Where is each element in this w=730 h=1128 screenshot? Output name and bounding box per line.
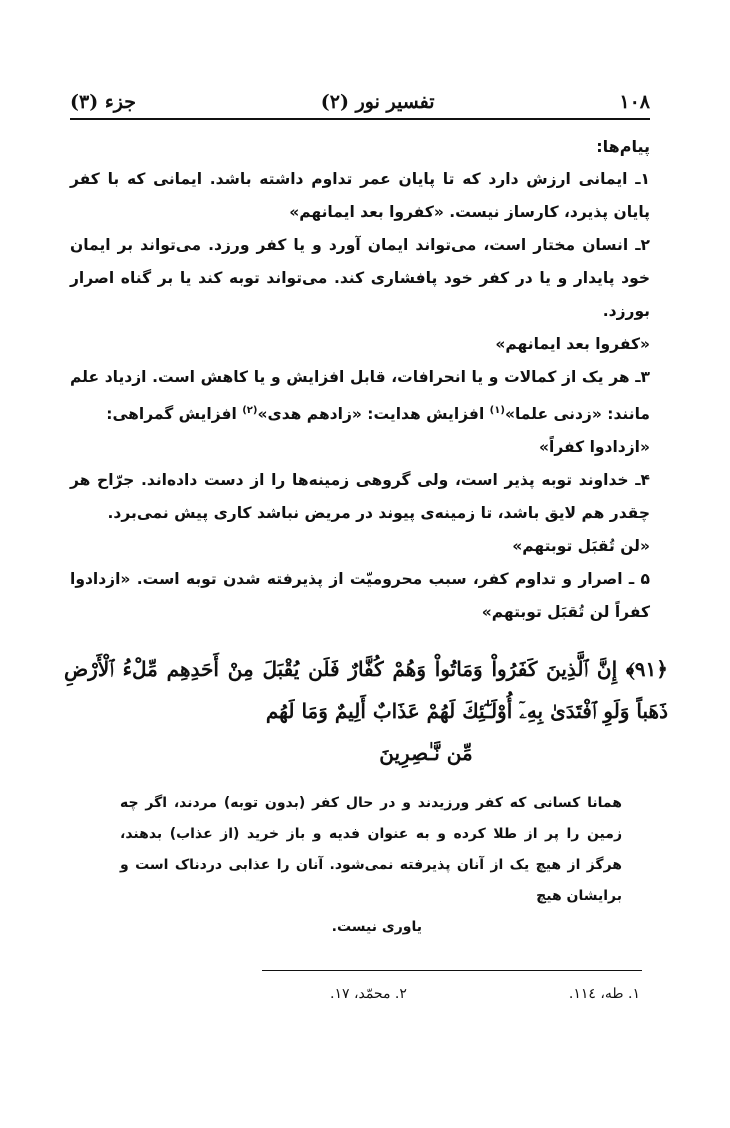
message-text: ۴ـ خداوند توبه پذیر است، ولی گروهی زمینه‌ها را از دست داده‌اند. جرّاح هر چقدر هم لایق باشد، تا زمینه‌ی پیوند در مریض نباشد کاری پیش نمی‌برد. xyxy=(70,471,650,523)
book-title: تفسیر نور (۲) xyxy=(320,91,435,113)
part-label: جزء (۳) xyxy=(70,91,137,113)
message-item-4 xyxy=(70,464,650,563)
footnote-1: ۱. طه، ۱۱٤. xyxy=(568,986,640,1002)
footnote-divider xyxy=(262,970,642,971)
footnote-ref: (۱) xyxy=(489,405,505,416)
footnote-ref: (۲) xyxy=(242,405,258,416)
verse-end: مِّن نَّـٰصِرِينَ xyxy=(379,741,473,765)
page-header xyxy=(70,86,650,120)
message-item-5 xyxy=(70,563,650,629)
message-quote: «کفروا بعد ایمانهم» xyxy=(495,335,650,353)
message-item-1 xyxy=(70,163,650,229)
translation-end: یاوری نیست. xyxy=(331,919,422,935)
message-text: ۱ـ ایمانی ارزش دارد که تا پایان عمر تداوم داشته باشد. ایمانی که با کفر پایان پذیرد، کارساز نیست. xyxy=(70,170,650,221)
message-quote: «لن تُقبَل توبتهم» xyxy=(512,537,650,556)
verse-text: ﴿۹۱﴾ إِنَّ ٱلَّذِينَ كَفَرُواْ وَمَاتُواْ وَهُمْ كُفَّارٌ فَلَن يُقْبَلَ مِنْ أَحَدِهِم مِّلْءُ ٱلْأَرْضِ ذَهَباً وَلَوِ ٱفْتَدَىٰ بِهِۦٓ أُوْلَـٰٓئِكَ لَهُمْ عَذَابٌ أَلِيمٌ وَمَا لَهُم xyxy=(64,657,668,723)
message-item-3 xyxy=(70,361,650,464)
message-item-2 xyxy=(70,229,650,361)
message-text: ۵ ـ اصرار و تداوم کفر، سبب محرومیّت از پذیرفته شدن توبه است. xyxy=(130,570,650,589)
message-quote: «کفروا بعد ایمانهم» xyxy=(289,203,444,221)
messages-title: پیام‌ها: xyxy=(596,137,650,156)
messages-section xyxy=(70,130,650,629)
message-quote: «زادهم هدی» xyxy=(257,405,362,424)
message-text: افزایش گمراهی: xyxy=(106,405,243,424)
message-text: ۳ـ هر یک از کمالات و یا انحرافات، قابل افزایش و یا کاهش است. ازدیاد علم مانند: xyxy=(70,368,650,424)
quran-verse xyxy=(64,648,668,774)
message-text: افزایش هدایت: xyxy=(361,405,490,424)
verse-translation xyxy=(120,788,622,943)
footnotes xyxy=(330,986,640,1002)
message-quote: «ازدادوا کفراً» xyxy=(539,438,650,457)
translation-text: همانا کسانی که کفر ورزیدند و در حال کفر (بدون توبه) مردند، اگر چه زمین را پر از طلا کرده و به عنوان فدیه و باز خرید (از عذاب) بدهند، هرگز از هیچ یک از آنان پذیرفته نمی‌شود. آنان را عذابی دردناک است و برایشان هیچ xyxy=(120,795,622,904)
page-number: ۱۰۸ xyxy=(619,91,650,113)
message-quote: «زدنی علما» xyxy=(504,405,602,424)
message-quote: «ازدادوا کفراً لن تُقبَل توبتهم» xyxy=(70,570,650,622)
message-text: ۲ـ انسان مختار است، می‌تواند ایمان آورد و یا کفر ورزد. می‌تواند بر ایمان خود پایدار و یا در کفر خود پافشاری کند. می‌تواند توبه کند یا بر گناه اصرار بورزد. xyxy=(70,236,650,320)
footnote-2: ۲. محمّد، ۱۷. xyxy=(330,986,407,1002)
